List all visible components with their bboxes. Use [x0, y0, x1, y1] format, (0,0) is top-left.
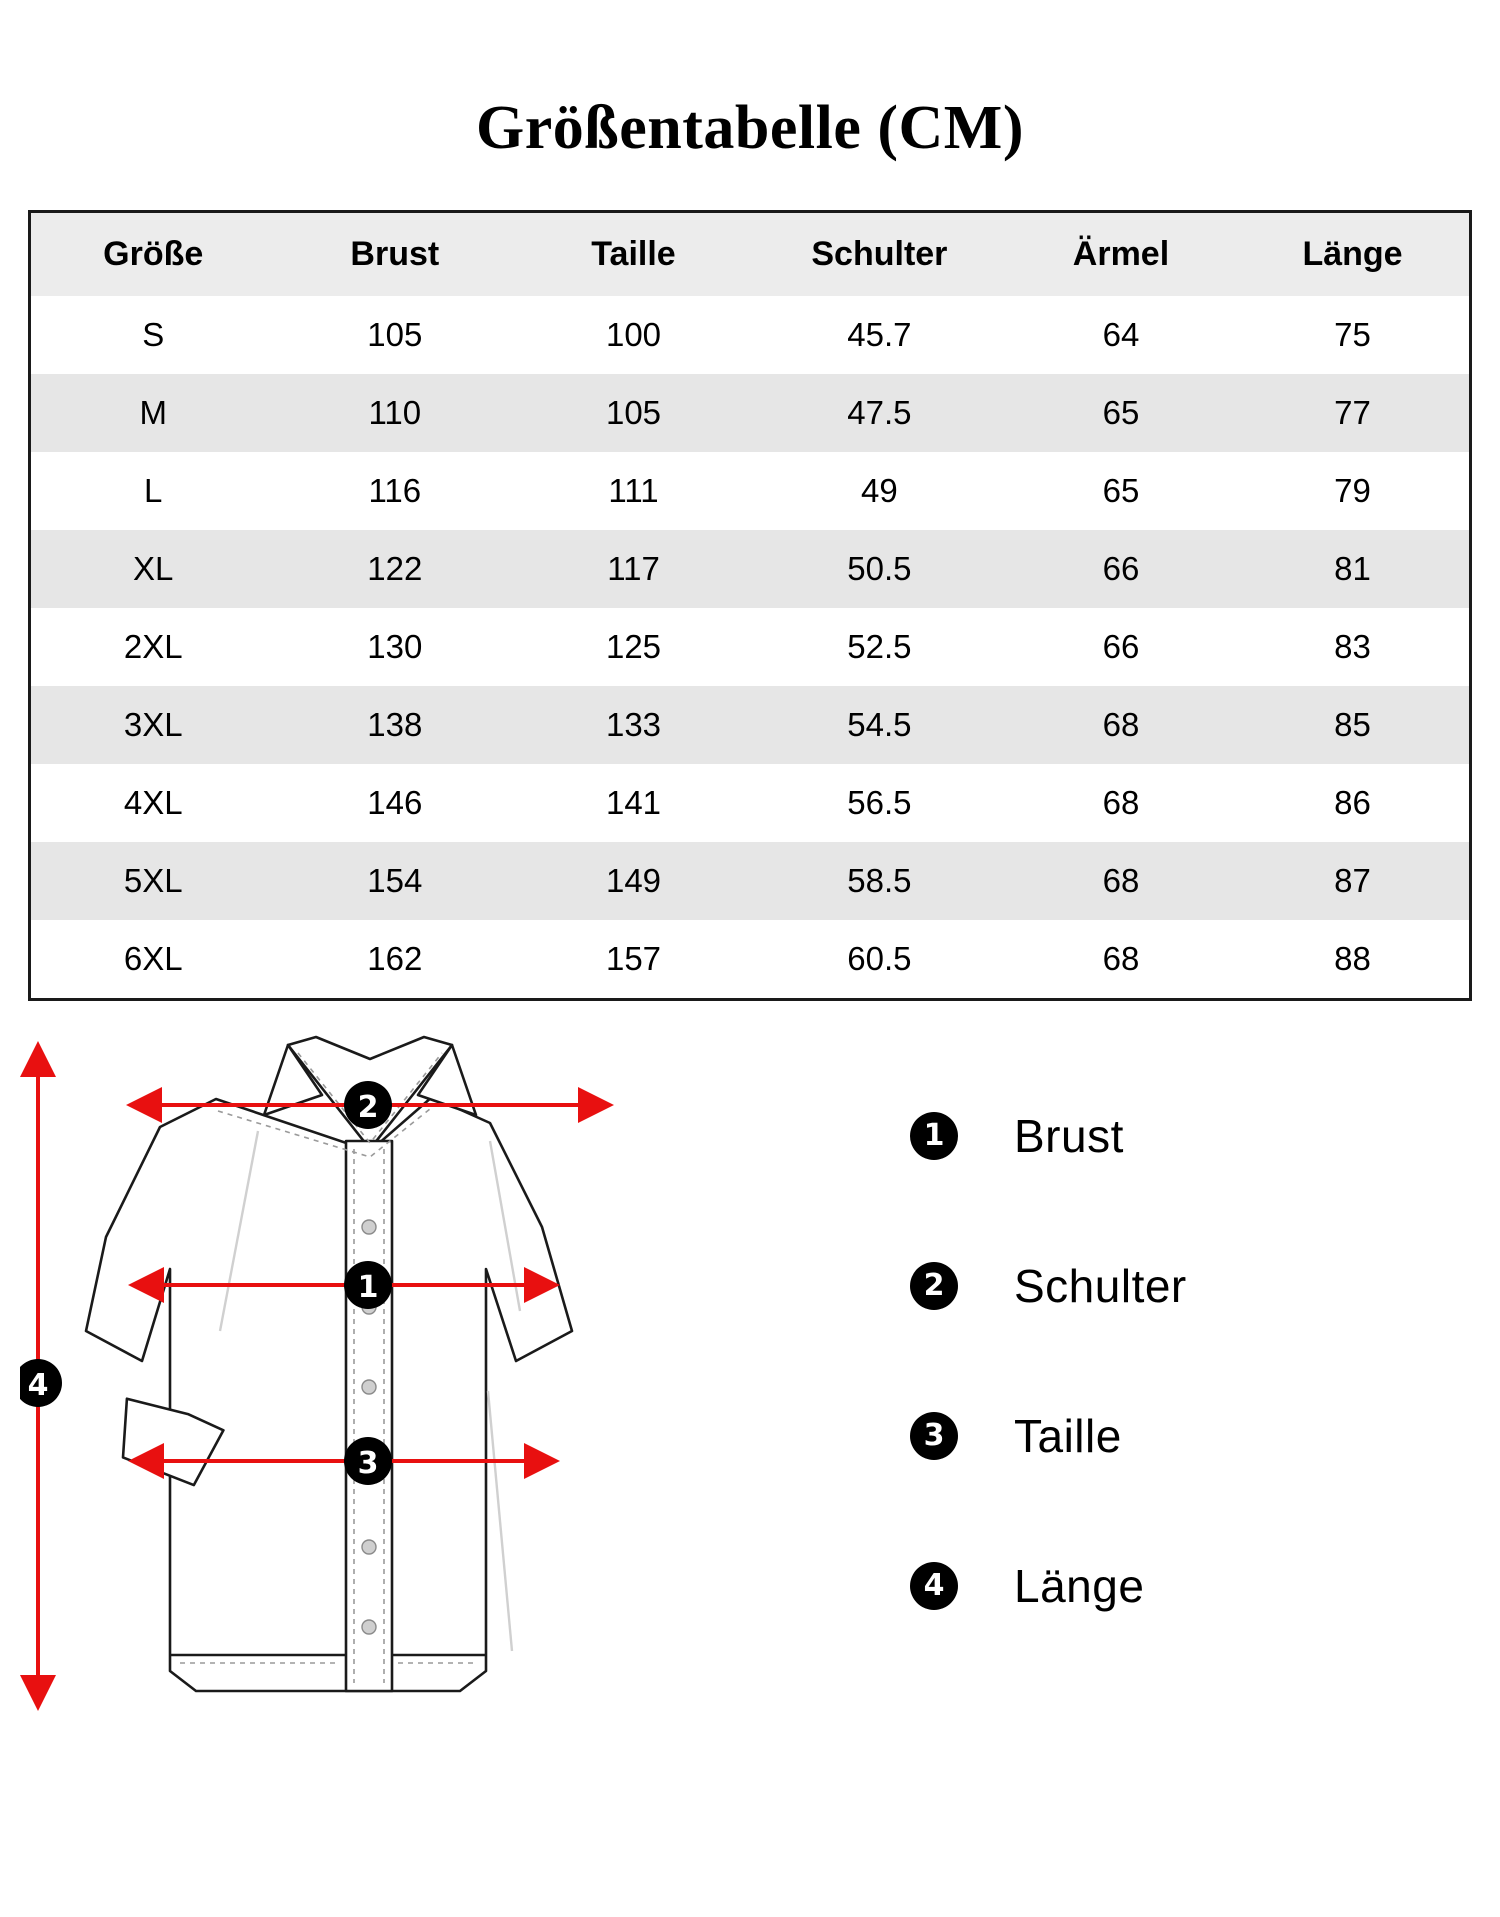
svg-text:3: 3 [357, 1445, 379, 1481]
cell-shoulder: 47.5 [847, 393, 912, 431]
cell-sleeve: 64 [1102, 315, 1140, 353]
cell-shoulder: 58.5 [847, 861, 912, 899]
badge-3-icon: 3 [910, 1412, 958, 1460]
cell-length: 87 [1334, 861, 1371, 899]
cell-waist: 117 [607, 549, 660, 587]
legend-label-shoulder: Schulter [1014, 1259, 1187, 1312]
column-header-shoulder: Schulter [753, 213, 1006, 296]
size-table [31, 213, 1469, 998]
cell-shoulder: 45.7 [847, 315, 912, 353]
table-row [31, 842, 1469, 920]
cell-size: 3XL [123, 705, 183, 743]
table-row [31, 764, 1469, 842]
cell-size: 2XL [123, 627, 183, 665]
legend-item-shoulder [910, 1211, 1450, 1361]
cell-length: 83 [1334, 627, 1371, 665]
cell-chest: 105 [367, 315, 423, 353]
table-row [31, 608, 1469, 686]
cell-chest: 110 [368, 393, 422, 431]
cell-shoulder: 50.5 [847, 549, 912, 587]
cell-size: 4XL [123, 783, 183, 821]
cell-waist: 100 [605, 315, 662, 353]
legend-label-length: Länge [1014, 1559, 1145, 1612]
badge-2-icon: 2 [910, 1262, 958, 1310]
svg-text:2: 2 [357, 1089, 379, 1125]
legend-label-chest: Brust [1014, 1109, 1124, 1162]
cell-sleeve: 68 [1102, 939, 1140, 977]
cell-size: 6XL [123, 939, 183, 977]
size-chart-page [0, 42, 1500, 1917]
column-header-sleeve: Ärmel [1006, 213, 1236, 296]
cell-length: 79 [1334, 471, 1371, 509]
column-header-length: Länge [1236, 213, 1469, 296]
cell-size: L [144, 471, 163, 509]
cell-size: S [142, 315, 165, 353]
legend-item-length [910, 1511, 1450, 1661]
cell-size: XL [133, 549, 174, 587]
cell-length: 81 [1334, 549, 1371, 587]
cell-waist: 157 [605, 939, 662, 977]
cell-size: M [139, 393, 167, 431]
cell-sleeve: 66 [1102, 549, 1140, 587]
cell-sleeve: 68 [1102, 783, 1140, 821]
cell-length: 88 [1334, 939, 1371, 977]
cell-shoulder: 56.5 [847, 783, 912, 821]
cell-waist: 111 [608, 471, 659, 509]
table-row [31, 296, 1469, 374]
size-table-body [31, 296, 1469, 998]
table-header-row [31, 213, 1469, 296]
cell-shoulder: 54.5 [847, 705, 912, 743]
svg-text:1: 1 [357, 1269, 379, 1305]
column-header-waist: Taille [514, 213, 753, 296]
column-header-size: Größe [31, 213, 275, 296]
badge-4-icon: 4 [910, 1562, 958, 1610]
cell-shoulder: 49 [861, 471, 898, 509]
cell-waist: 149 [605, 861, 662, 899]
cell-chest: 146 [367, 783, 423, 821]
svg-text:4: 4 [27, 1367, 49, 1403]
cell-waist: 141 [605, 783, 662, 821]
cell-sleeve: 66 [1102, 627, 1140, 665]
measurement-guide [0, 1031, 1500, 1731]
legend-item-waist [910, 1361, 1450, 1511]
cell-length: 85 [1334, 705, 1371, 743]
cell-chest: 162 [367, 939, 423, 977]
table-row [31, 452, 1469, 530]
cell-chest: 138 [367, 705, 423, 743]
cell-chest: 154 [367, 861, 423, 899]
legend-item-chest [910, 1061, 1450, 1211]
cell-size: 5XL [123, 861, 183, 899]
cell-sleeve: 65 [1102, 393, 1140, 431]
table-row [31, 686, 1469, 764]
cell-chest: 122 [367, 549, 423, 587]
cell-length: 75 [1334, 315, 1371, 353]
table-row [31, 374, 1469, 452]
table-row [31, 920, 1469, 998]
badge-1-icon: 1 [910, 1112, 958, 1160]
cell-chest: 116 [368, 471, 422, 509]
cell-sleeve: 68 [1102, 861, 1140, 899]
size-table-container [28, 210, 1472, 1001]
cell-waist: 125 [605, 627, 662, 665]
page-title: Größentabelle (CM) [476, 93, 1024, 162]
cell-shoulder: 60.5 [847, 939, 912, 977]
table-row [31, 530, 1469, 608]
cell-chest: 130 [367, 627, 423, 665]
cell-waist: 133 [605, 705, 662, 743]
measurement-legend [910, 1061, 1450, 1661]
shirt-diagram [20, 1031, 720, 1721]
cell-length: 77 [1334, 393, 1371, 431]
cell-waist: 105 [605, 393, 662, 431]
cell-length: 86 [1334, 783, 1371, 821]
cell-sleeve: 65 [1102, 471, 1140, 509]
legend-label-waist: Taille [1014, 1409, 1122, 1462]
cell-shoulder: 52.5 [847, 627, 912, 665]
column-header-chest: Brust [275, 213, 514, 296]
cell-sleeve: 68 [1102, 705, 1140, 743]
size-table-head [31, 213, 1469, 296]
